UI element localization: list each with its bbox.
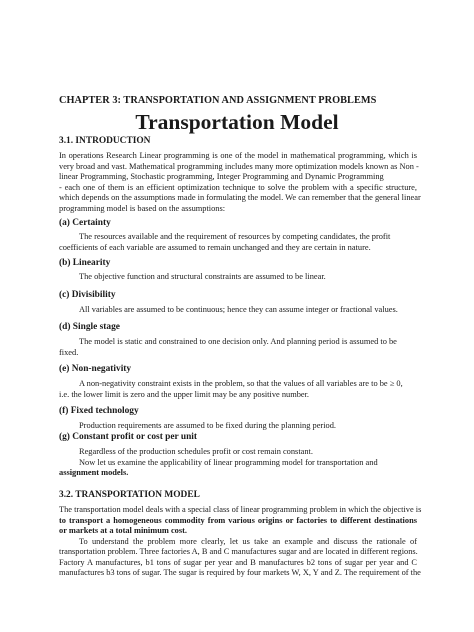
assumption-text: assignment models. [59, 468, 129, 477]
intro-line: which depends on the assumptions made in formulating the model. We can remember that the general linear [59, 193, 421, 202]
section-heading-transportation-model: 3.2. TRANSPORTATION MODEL [59, 490, 200, 500]
assumption-text: A non-negativity constraint exists in the problem, so that the values of all variables are to be ≥ 0, [79, 379, 403, 388]
assumption-heading-linearity: (b) Linearity [59, 258, 111, 268]
intro-line: programming model is based on the assumptions: [59, 203, 226, 213]
intro-line: In operations Research Linear programming is one of the model in mathematical programming, which is [59, 151, 417, 160]
assumption-text: Production requirements are assumed to be fixed during the planning period. [79, 421, 336, 430]
assumption-heading-constant-profit: (g) Constant profit or cost per unit [59, 432, 198, 442]
assumption-heading-non-negativity: (e) Non-negativity [59, 364, 132, 374]
body-line: To understand the problem more clearly, let us take an example and discuss the rationale of [79, 536, 417, 546]
body-line: manufactures b3 tons of sugar. The sugar is required by four markets W, X, Y and Z. The requirement of the [59, 568, 421, 577]
intro-line: linear Programming, Stochastic programming, Integer Programming and Dynamic Programming [59, 172, 384, 181]
assumption-text: The resources available and the requirement of resources by competing candidates, the profit [79, 232, 391, 241]
intro-line: - each one of them is an efficient optimization technique to solve the problem with a specific structure, [59, 182, 417, 192]
assumption-text: Regardless of the production schedules profit or cost remain constant. [79, 447, 313, 456]
assumption-text: All variables are assumed to be continuous; hence they can assume integer or fractional values. [79, 305, 398, 314]
page-title: Transportation Model [135, 110, 339, 134]
assumption-heading-certainty: (a) Certainty [59, 218, 111, 228]
assumption-text: Now let us examine the applicability of linear programming model for transportation and [79, 457, 378, 467]
body-line: to transport a homogeneous commodity from various origins or factories to different destinations [59, 515, 417, 525]
assumption-text: fixed. [59, 347, 79, 357]
body-line: The transportation model deals with a special class of linear programming problem in which the objective is [59, 505, 422, 514]
section-heading-introduction: 3.1. INTRODUCTION [59, 136, 151, 146]
intro-line: very broad and vast. Mathematical programming includes many more optimization models known as Non - [59, 161, 419, 171]
body-line: Factory A manufactures, b1 tons of sugar per year and B manufactures b2 tons of sugar per year and C [59, 557, 417, 567]
assumption-text: coefficients of each variable are assumed to remain unchanged and they are certain in nature. [59, 242, 371, 252]
assumption-text: The objective function and structural constraints are assumed to be linear. [79, 272, 326, 281]
assumption-heading-single-stage: (d) Single stage [59, 322, 120, 332]
assumption-text: i.e. the lower limit is zero and the upper limit may be any positive number. [59, 389, 310, 399]
assumption-text: The model is static and constrained to one decision only. And planning period is assumed to be [79, 337, 397, 346]
body-line: or markets at a total minimum cost. [59, 526, 188, 535]
assumption-heading-fixed-technology: (f) Fixed technology [59, 406, 139, 416]
assumption-heading-divisibility: (c) Divisibility [59, 290, 116, 300]
chapter-heading: CHAPTER 3: TRANSPORTATION AND ASSIGNMENT PROBLEMS [59, 95, 377, 106]
body-line: transportation problem. Three factories A, B and C manufactures sugar and are located in different regions. [59, 547, 418, 556]
